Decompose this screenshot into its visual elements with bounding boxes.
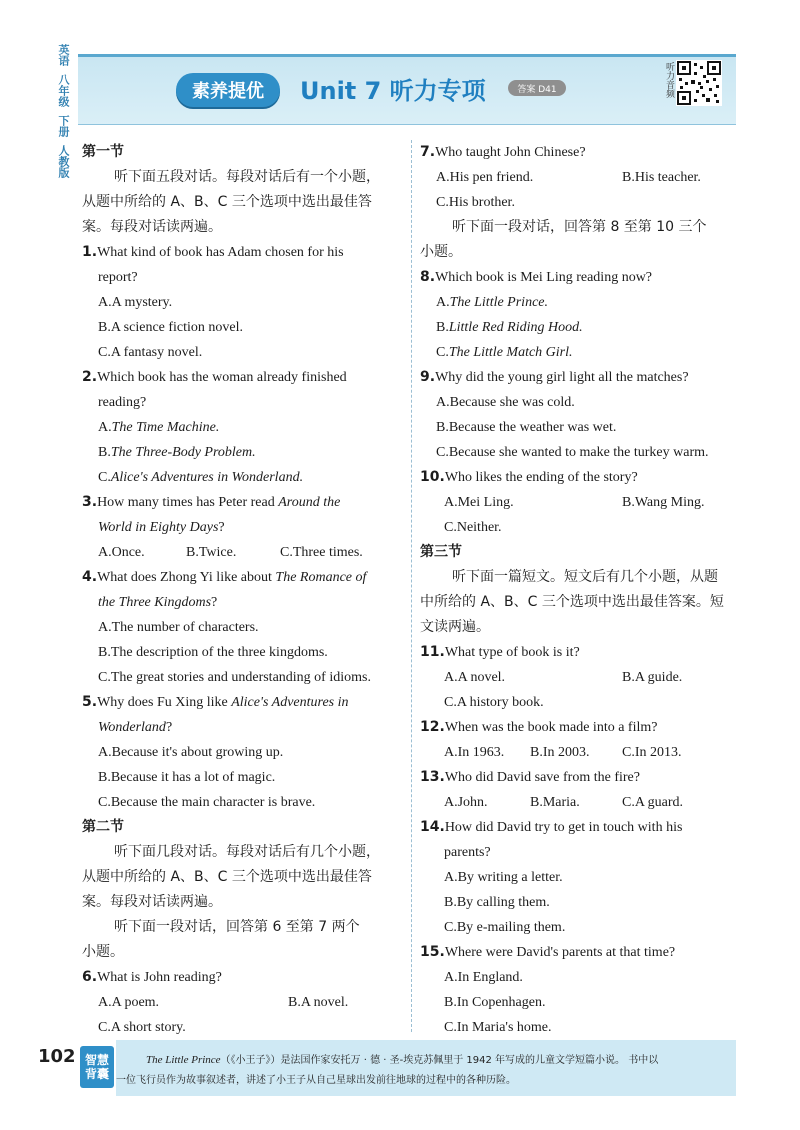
option-b[interactable]: B.Twice.: [186, 545, 237, 560]
footer-text-line: （《小王子》）是法国作家安托万 · 德 · 圣-埃克苏佩里于 1942 年写成的儿童文学短篇小说。 书中以: [220, 1055, 659, 1066]
question-number: 6.: [82, 969, 98, 985]
question-number: 10.: [420, 469, 445, 485]
sub-instruction: 听下面一段对话，回答第 8 至第 10 三个: [452, 219, 707, 235]
options-row: [82, 990, 408, 1015]
question-number: 8.: [420, 269, 436, 285]
section-3-intro: 文读两遍。: [420, 619, 490, 635]
question-text: Why does Fu Xing like: [97, 695, 232, 710]
sub-instruction: 小题。: [82, 944, 124, 960]
question-number: 9.: [420, 369, 436, 385]
option-a[interactable]: A.His pen friend.: [436, 170, 534, 185]
qr-label: 听力音频: [664, 62, 674, 98]
option-text: Alice's Adventures in Wonderland.: [110, 470, 304, 485]
footer-book-title: The Little Prince: [146, 1054, 221, 1066]
book-title: Around the: [278, 495, 341, 510]
question-number: 15.: [420, 944, 445, 960]
footer-text-line: 一位飞行员作为故事叙述者，讲述了小王子从自己星球出发前往地球的过程中的各种历险。: [116, 1075, 516, 1086]
question-number: 5.: [82, 694, 98, 710]
option-letter: C.: [98, 470, 111, 485]
side-grade: 八年级: [57, 74, 70, 107]
option-b[interactable]: B.In Copenhagen.: [444, 995, 546, 1010]
option-b[interactable]: B.Wang Ming.: [622, 495, 705, 510]
option-text: The Time Machine.: [111, 420, 220, 435]
options-row: [420, 490, 742, 515]
sub-instruction: 听下面一段对话，回答第 6 至第 7 两个: [114, 919, 360, 935]
section-2-title: 第二节: [82, 819, 124, 835]
question-number: 13.: [420, 769, 445, 785]
option-b[interactable]: [82, 440, 408, 465]
option-letter: A.: [98, 420, 112, 435]
section-1-intro: 听下面五段对话。每段对话后有一个小题，: [114, 169, 380, 185]
question-text-cont: [82, 515, 408, 540]
option-b[interactable]: B.In 2003.: [530, 745, 590, 760]
option-b[interactable]: B.A science fiction novel.: [98, 320, 244, 335]
option-a[interactable]: A.Once.: [98, 545, 145, 560]
question-text: Why did the young girl light all the matches?: [435, 370, 689, 385]
question-text: How did David try to get in touch with his: [444, 820, 683, 835]
question-text: Which book has the woman already finished: [97, 370, 347, 385]
question-text-cont: reading?: [98, 395, 147, 410]
option-b[interactable]: B.A novel.: [288, 995, 349, 1010]
sub-instruction: 小题。: [420, 244, 462, 260]
section-badge: 素养提优: [176, 73, 280, 107]
option-c[interactable]: C.The great stories and understanding of idioms.: [98, 670, 371, 685]
question-3: [82, 490, 408, 515]
option-letter: B.: [436, 320, 449, 335]
option-b[interactable]: B.Because it has a lot of magic.: [98, 770, 276, 785]
question-text: Who likes the ending of the story?: [444, 470, 638, 485]
question-text: Where were David's parents at that time?: [444, 945, 676, 960]
option-c[interactable]: C.Neither.: [444, 520, 502, 535]
question-12: [420, 715, 742, 740]
question-text-cont: parents?: [444, 845, 491, 860]
option-c[interactable]: C.In 2013.: [622, 745, 682, 760]
question-4: [82, 565, 408, 590]
option-letter: A.: [436, 295, 450, 310]
options-row: [420, 665, 742, 690]
question-15: [420, 940, 742, 965]
question-text: Who taught John Chinese?: [435, 145, 586, 160]
question-number: 4.: [82, 569, 98, 585]
option-text: The Little Prince.: [449, 295, 549, 310]
column-divider: [411, 140, 412, 1032]
section-1-intro: 从题中所给的 A、B、C 三个选项中选出最佳答: [82, 194, 372, 210]
book-title: Wonderland: [98, 720, 166, 735]
section-2-intro: 从题中所给的 A、B、C 三个选项中选出最佳答: [82, 869, 372, 885]
question-text: What kind of book has Adam chosen for his: [97, 245, 344, 260]
question-text-cont: report?: [98, 270, 138, 285]
question-mark: ?: [165, 720, 173, 735]
option-b[interactable]: B.His teacher.: [622, 170, 701, 185]
option-c[interactable]: C.Because the main character is brave.: [98, 795, 316, 810]
question-2: [82, 365, 408, 390]
qr-code-icon[interactable]: [676, 60, 722, 106]
question-text-cont: [82, 715, 408, 740]
option-a[interactable]: [82, 415, 408, 440]
option-a[interactable]: A.The number of characters.: [98, 620, 259, 635]
option-c[interactable]: C.A short story.: [98, 1020, 186, 1035]
option-c[interactable]: C.In Maria's home.: [444, 1020, 552, 1035]
option-c[interactable]: C.A fantasy novel.: [98, 345, 203, 360]
question-text: When was the book made into a film?: [444, 720, 658, 735]
option-b[interactable]: B.Because the weather was wet.: [436, 420, 617, 435]
option-a[interactable]: A.In England.: [444, 970, 523, 985]
question-13: [420, 765, 742, 790]
option-a[interactable]: A.Because it's about growing up.: [98, 745, 284, 760]
option-a[interactable]: A.By writing a letter.: [444, 870, 563, 885]
option-c[interactable]: [420, 340, 742, 365]
question-5: [82, 690, 408, 715]
question-8: [420, 265, 742, 290]
section-1-intro: 案。每段对话读两遍。: [82, 219, 222, 235]
option-a[interactable]: A.A novel.: [444, 670, 506, 685]
option-a[interactable]: A.John.: [444, 795, 488, 810]
left-column: [82, 140, 408, 1040]
question-text: Which book is Mei Ling reading now?: [435, 270, 653, 285]
page-title: Unit 7 听力专项: [300, 76, 486, 105]
right-column: [420, 140, 742, 1040]
question-6: [82, 965, 408, 990]
question-mark: ?: [211, 595, 218, 610]
question-11: [420, 640, 742, 665]
question-number: 2.: [82, 369, 98, 385]
option-c[interactable]: C.A history book.: [444, 695, 544, 710]
question-number: 1.: [82, 244, 98, 260]
page-number: 102: [38, 1046, 76, 1067]
question-1: [82, 240, 408, 265]
options-row: [420, 790, 742, 815]
wisdom-badge: 智慧背囊: [80, 1046, 114, 1088]
question-number: 12.: [420, 719, 445, 735]
question-14: [420, 815, 742, 840]
question-text: What is John reading?: [97, 970, 222, 985]
book-title: The Romance of: [275, 570, 367, 585]
section-3-title: 第三节: [420, 544, 462, 560]
option-text: Little Red Riding Hood.: [448, 320, 583, 335]
question-number: 3.: [82, 494, 98, 510]
section-2-intro: 听下面几段对话。每段对话后有几个小题，: [114, 844, 380, 860]
footer-note: [116, 1050, 736, 1091]
question-text: What does Zhong Yi like about: [97, 570, 276, 585]
book-title: World in Eighty Days: [98, 520, 219, 535]
question-text-cont: [82, 590, 408, 615]
section-2-intro: 案。每段对话读两遍。: [82, 894, 222, 910]
option-text: The Three-Body Problem.: [110, 445, 256, 460]
section-3-intro: 中所给的 A、B、C 三个选项中选出最佳答案。短: [420, 594, 724, 610]
option-a[interactable]: A.Because she was cold.: [436, 395, 575, 410]
option-b[interactable]: B.The description of the three kingdoms.: [98, 645, 328, 660]
section-3-intro: 听下面一篇短文。短文后有几个小题，从题: [452, 569, 718, 585]
option-a[interactable]: A.A poem.: [98, 995, 160, 1010]
option-a[interactable]: A.A mystery.: [98, 295, 173, 310]
side-term: 下册: [57, 115, 70, 137]
option-c[interactable]: C.A guard.: [622, 795, 684, 810]
question-number: 14.: [420, 819, 445, 835]
option-c[interactable]: C.Because she wanted to make the turkey warm.: [436, 445, 709, 460]
question-10: [420, 465, 742, 490]
book-title: Alice's Adventures in: [231, 695, 349, 710]
side-edition: 人教版: [57, 145, 70, 178]
option-c[interactable]: C.Three times.: [280, 545, 363, 560]
answer-reference: 答案 D41: [508, 80, 566, 96]
question-number: 11.: [420, 644, 445, 660]
question-text: Who did David save from the fire?: [444, 770, 640, 785]
options-row: [420, 165, 742, 190]
header-divider: [78, 124, 736, 125]
options-row: [420, 740, 742, 765]
option-letter: B.: [98, 445, 111, 460]
option-b[interactable]: B.A guide.: [622, 670, 683, 685]
book-title: the Three Kingdoms: [98, 595, 212, 610]
option-letter: C.: [436, 345, 449, 360]
side-subject: 英语: [57, 44, 70, 66]
question-text: What type of book is it?: [444, 645, 580, 660]
option-b[interactable]: B.Maria.: [530, 795, 580, 810]
option-b[interactable]: [420, 315, 742, 340]
option-text: The Little Match Girl.: [448, 345, 573, 360]
option-c[interactable]: [82, 465, 408, 490]
question-mark: ?: [218, 520, 225, 535]
option-c[interactable]: C.By e-mailing them.: [444, 920, 566, 935]
section-1-title: 第一节: [82, 144, 124, 160]
option-a[interactable]: [420, 290, 742, 315]
option-c[interactable]: C.His brother.: [436, 195, 515, 210]
option-b[interactable]: B.By calling them.: [444, 895, 550, 910]
question-9: [420, 365, 742, 390]
question-text: How many times has Peter read: [97, 495, 279, 510]
option-a[interactable]: A.Mei Ling.: [444, 495, 514, 510]
option-a[interactable]: A.In 1963.: [444, 745, 505, 760]
options-row: [82, 540, 408, 565]
question-7: [420, 140, 742, 165]
side-strip: [52, 44, 74, 186]
question-number: 7.: [420, 144, 436, 160]
